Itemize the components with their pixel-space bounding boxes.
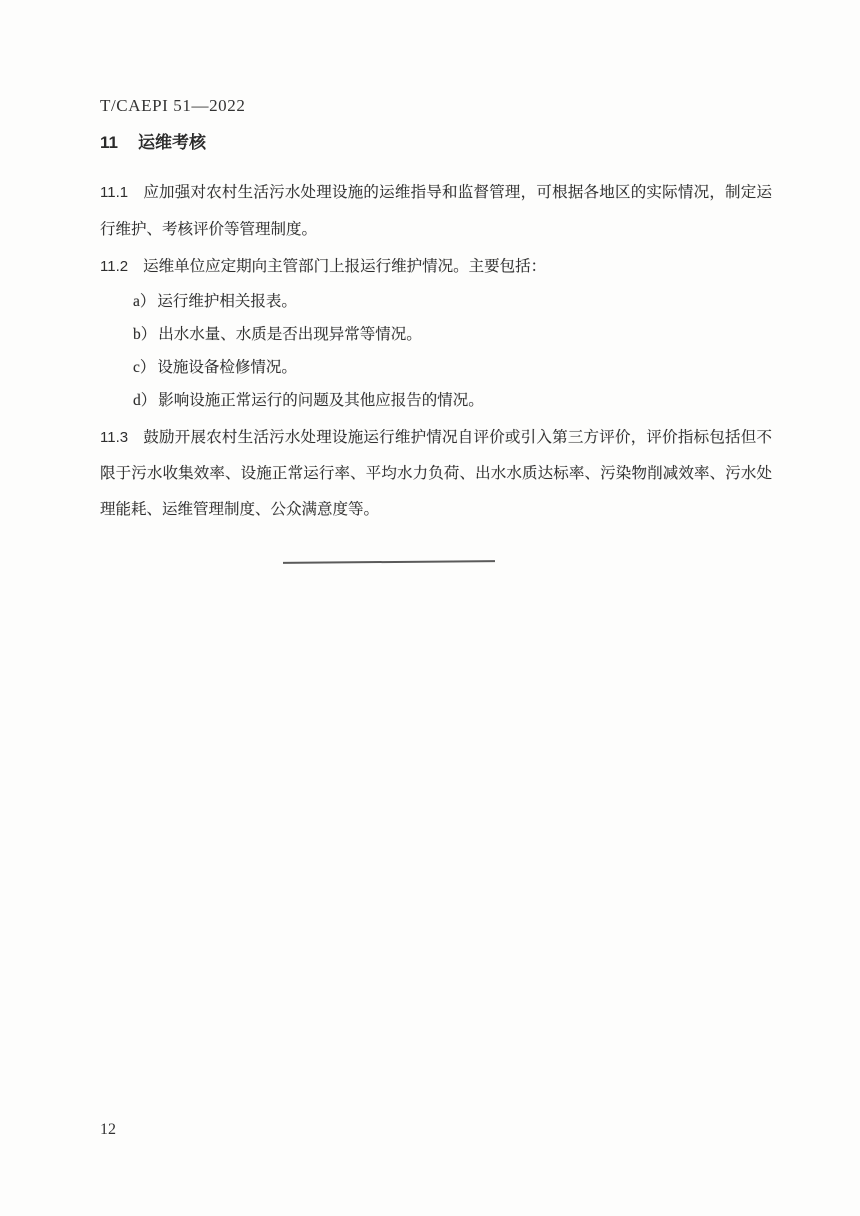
list-item-a bbox=[100, 285, 772, 318]
clause-number: 11.2 bbox=[100, 258, 129, 275]
section-heading bbox=[100, 132, 772, 154]
list-item-c bbox=[100, 351, 772, 384]
page-content bbox=[100, 96, 772, 563]
list-item-label: a） bbox=[133, 293, 156, 310]
section-number: 11 bbox=[100, 133, 118, 152]
clause-11-1 bbox=[100, 174, 772, 248]
clause-text: 应加强对农村生活污水处理设施的运维指导和监督管理，可根据各地区的实际情况，制定运行维护、考核评价等管理制度。 bbox=[100, 184, 772, 238]
clause-number: 11.1 bbox=[100, 184, 129, 201]
clause-11-2 bbox=[100, 248, 772, 285]
list-item-label: d） bbox=[133, 392, 157, 409]
standard-number-header: T/CAEPI 51—2022 bbox=[100, 96, 246, 115]
clause-11-3 bbox=[100, 420, 772, 528]
list-item-label: c） bbox=[133, 359, 156, 376]
section-title: 运维考核 bbox=[137, 133, 206, 152]
list-item-label: b） bbox=[133, 326, 157, 343]
list-item-b bbox=[100, 318, 772, 351]
list-item-d bbox=[100, 384, 772, 417]
clause-text: 运维单位应定期向主管部门上报运行维护情况。主要包括： bbox=[143, 258, 547, 275]
end-of-text-rule bbox=[283, 560, 495, 564]
list-item-text: 影响设施正常运行的问题及其他应报告的情况。 bbox=[158, 392, 484, 409]
list-item-text: 设施设备检修情况。 bbox=[157, 359, 297, 376]
report-items-list bbox=[100, 285, 772, 417]
clause-text: 鼓励开展农村生活污水处理设施运行维护情况自评价或引入第三方评价，评价指标包括但不限于污水收集效率、设施正常运行率、平均水力负荷、出水水质达标率、污染物削减效率、污水处理能耗、运维管理制度、公众满意度等。 bbox=[100, 429, 772, 518]
list-item-text: 出水水量、水质是否出现异常等情况。 bbox=[158, 326, 422, 343]
clause-number: 11.3 bbox=[100, 429, 129, 446]
list-item-text: 运行维护相关报表。 bbox=[157, 293, 297, 310]
page-number: 12 bbox=[100, 1121, 116, 1138]
